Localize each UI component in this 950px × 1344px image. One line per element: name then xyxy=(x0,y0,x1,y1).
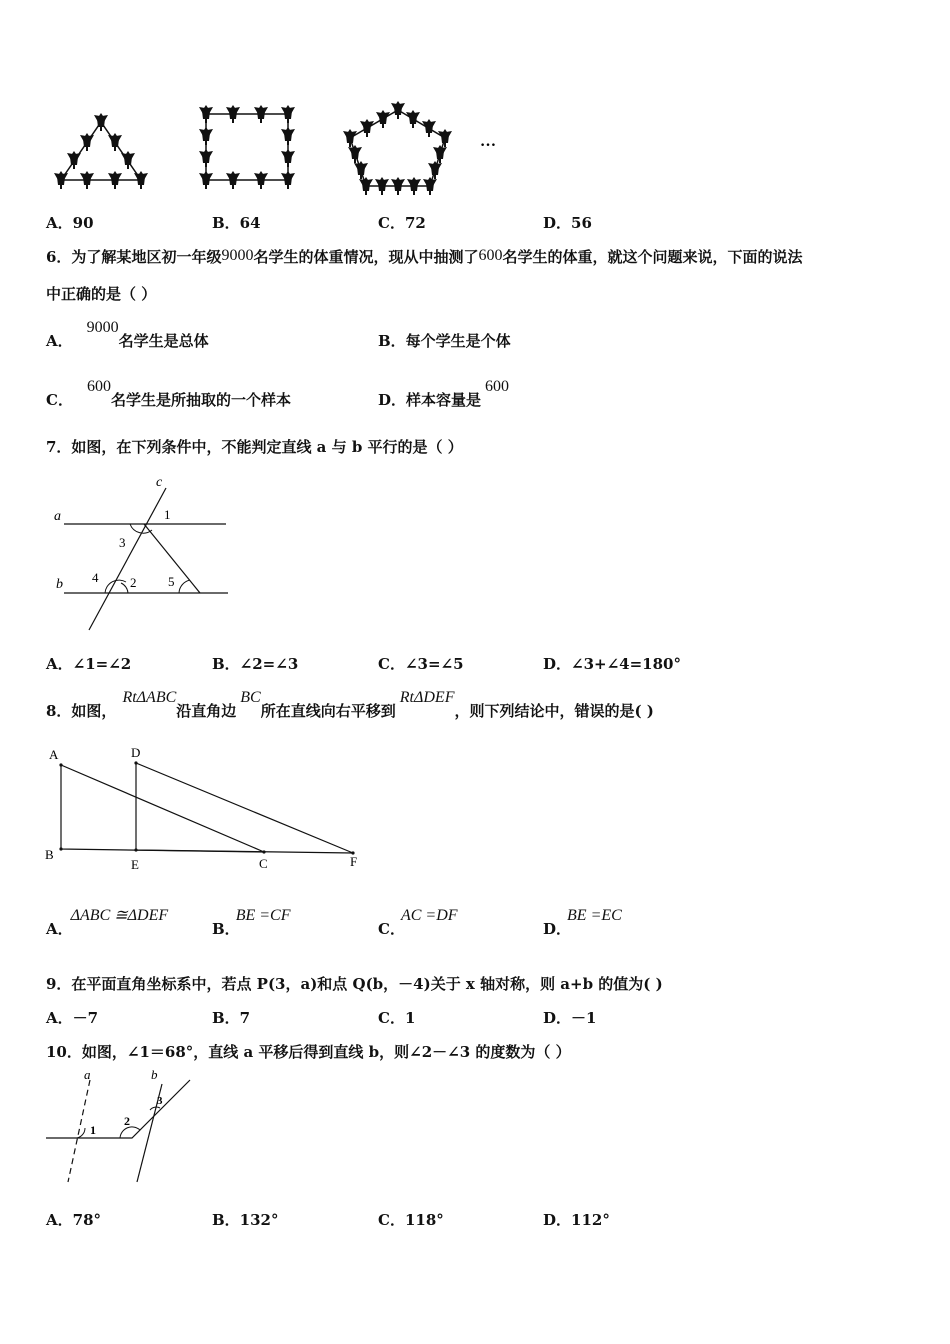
pentagon-pattern xyxy=(343,101,452,195)
angle-4-label: 4 xyxy=(92,570,99,585)
label-C: C xyxy=(259,856,268,871)
q5-option-c[interactable]: C．72 xyxy=(378,214,426,232)
q9-stem: 9．在平面直角坐标系中，若点 P(3，a)和点 Q(b，－4)关于 x 轴对称，则 a+b 的值为( ) xyxy=(46,975,663,993)
angle-1-label: 1 xyxy=(90,1123,96,1137)
q8-option-c[interactable]: C．AC =DF xyxy=(378,907,458,938)
q8-option-a[interactable]: A．ΔABC ≅ΔDEF xyxy=(46,907,169,938)
angle-2-label: 2 xyxy=(124,1114,130,1128)
label-b: b xyxy=(56,577,63,592)
angle-3-label: 3 xyxy=(119,535,126,550)
q6-option-b[interactable]: B．每个学生是个体 xyxy=(378,332,511,350)
q10-option-d[interactable]: D．112° xyxy=(543,1211,610,1229)
q6-option-a[interactable]: A．9000名学生是总体 xyxy=(46,319,209,350)
q7-option-b[interactable]: B．∠2=∠3 xyxy=(212,655,299,673)
q5-figure xyxy=(40,100,510,200)
bent-line xyxy=(46,1080,190,1138)
line-c xyxy=(89,488,166,630)
q8-option-b[interactable]: B．BE =CF xyxy=(212,907,291,938)
label-E: E xyxy=(131,857,139,872)
angle-1-label: 1 xyxy=(164,507,171,522)
q10-stem: 10．如图，∠1＝68°，直线 a 平移后得到直线 b，则∠2－∠3 的度数为（ ） xyxy=(46,1043,571,1061)
q8-figure xyxy=(40,742,370,876)
label-A: A xyxy=(49,747,59,762)
q9-option-d[interactable]: D．－1 xyxy=(543,1009,597,1027)
q7-option-a[interactable]: A．∠1=∠2 xyxy=(46,655,132,673)
angle-3-label: 3 xyxy=(157,1095,163,1107)
angle-2-label: 2 xyxy=(130,575,137,590)
ellipsis: … xyxy=(480,133,496,150)
q7-figure xyxy=(46,470,246,640)
q10-option-c[interactable]: C．118° xyxy=(378,1211,444,1229)
line-a-dashed xyxy=(68,1080,90,1182)
q6-stem: 6．为了解某地区初一年级9000名学生的体重情况，现从中抽测了600名学生的体重，就这个问题来说，下面的说法 xyxy=(46,247,803,266)
q5-option-b[interactable]: B．64 xyxy=(212,214,261,232)
q10-option-a[interactable]: A．78° xyxy=(46,1211,102,1229)
label-D: D xyxy=(131,745,141,760)
triangle-pattern xyxy=(54,113,148,189)
q6-option-d[interactable]: D．样本容量是600 xyxy=(378,378,510,409)
label-c: c xyxy=(156,475,163,490)
q9-option-b[interactable]: B．7 xyxy=(212,1009,251,1027)
q9-option-c[interactable]: C．1 xyxy=(378,1009,416,1027)
q5-option-d[interactable]: D．56 xyxy=(543,214,592,232)
q9-option-a[interactable]: A．－7 xyxy=(46,1009,99,1027)
q10-figure xyxy=(40,1066,200,1186)
angle-5-label: 5 xyxy=(168,574,175,589)
label-B: B xyxy=(45,847,54,862)
q5-option-a[interactable]: A．90 xyxy=(46,214,94,232)
label-a: a xyxy=(84,1067,91,1082)
q7-option-d[interactable]: D．∠3+∠4=180° xyxy=(543,655,681,673)
q10-option-b[interactable]: B．132° xyxy=(212,1211,279,1229)
square-pattern xyxy=(199,105,295,189)
label-b: b xyxy=(151,1067,158,1082)
q7-option-c[interactable]: C．∠3=∠5 xyxy=(378,655,464,673)
label-F: F xyxy=(350,854,358,869)
triangle-def xyxy=(136,763,353,853)
triangle-abc xyxy=(61,765,264,852)
label-a: a xyxy=(54,509,61,524)
q8-stem: 8．如图，RtΔABC沿直角边BC所在直线向右平移到RtΔDEF，则下列结论中，错误的是( ) xyxy=(46,689,654,720)
q6-option-c[interactable]: C．600名学生是所抽取的一个样本 xyxy=(46,378,291,409)
q8-option-d[interactable]: D．BE =EC xyxy=(543,907,622,938)
q7-stem: 7．如图，在下列条件中，不能判定直线 a 与 b 平行的是（ ） xyxy=(46,438,463,456)
q6-stem-line2: 中正确的是（ ） xyxy=(46,285,157,303)
